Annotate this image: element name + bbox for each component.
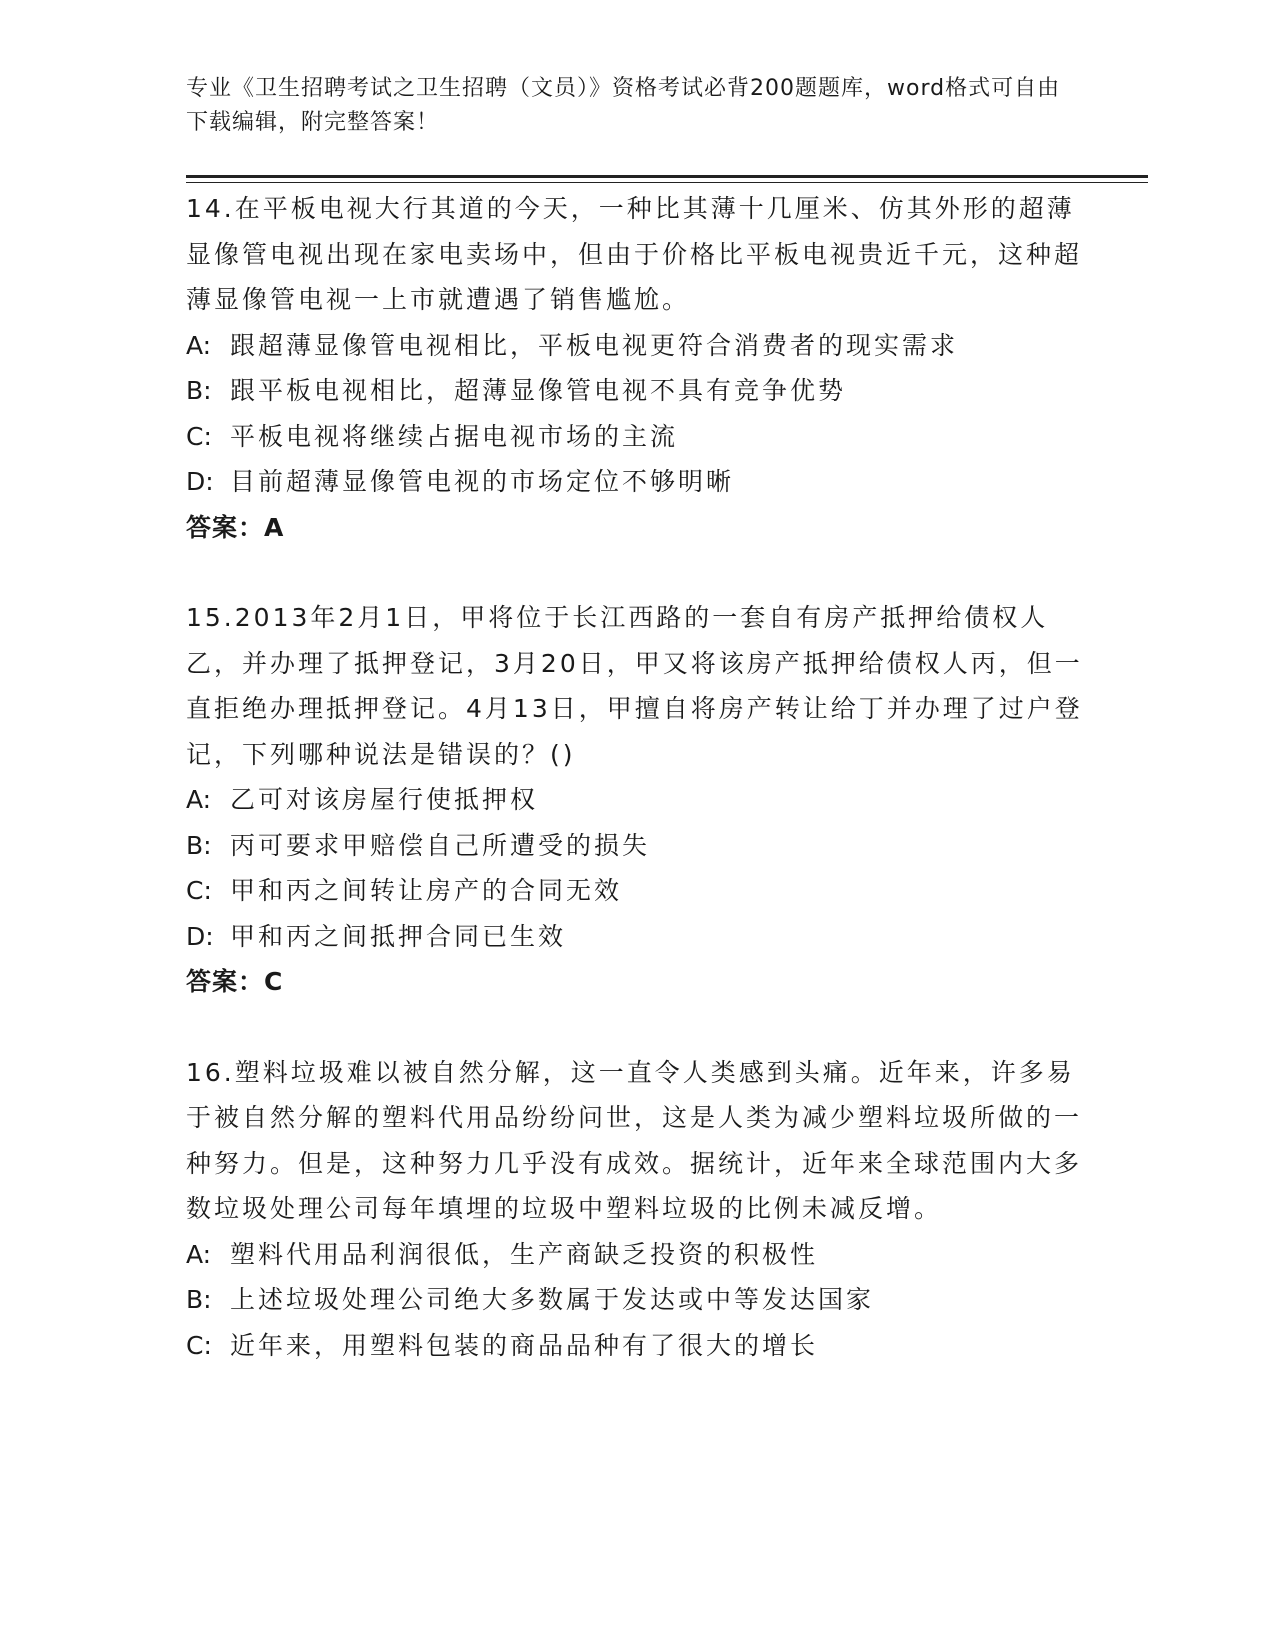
option-text: 甲和丙之间转让房产的合同无效: [230, 876, 623, 905]
question-item: [186, 186, 1086, 550]
option-text: 跟超薄显像管电视相比，平板电视更符合消费者的现实需求: [230, 330, 959, 360]
option-c: [186, 1323, 1086, 1369]
option-letter: D:: [186, 467, 214, 496]
question-item: [186, 1050, 1086, 1369]
option-d: [186, 914, 1086, 960]
option-letter: C:: [186, 421, 212, 451]
option-a: [186, 323, 1086, 369]
option-letter: B:: [186, 1285, 212, 1314]
option-c: [186, 414, 1086, 460]
option-d: [186, 459, 1086, 505]
header-divider-thin: [186, 182, 1148, 183]
option-b: [186, 823, 1086, 869]
question-spacer: [186, 550, 1086, 595]
answer-line: 答案：C: [186, 967, 284, 996]
option-letter: C:: [186, 876, 212, 905]
question-list: [186, 186, 1086, 1368]
option-text: 近年来，用塑料包装的商品品种有了很大的增长: [230, 1330, 819, 1360]
option-text: 目前超薄显像管电视的市场定位不够明晰: [230, 467, 735, 496]
option-a: [186, 1232, 1086, 1278]
question-stem: 15.2013年2月1日，甲将位于长江西路的一套自有房产抵押给债权人乙，并办理了抵押登记，3月20日，甲又将该房产抵押给债权人丙，但一直拒绝办理抵押登记。4月13日，甲擅自将房产转让给丁并办理了过户登记，下列哪种说法是错误的？(): [186, 603, 1083, 769]
document-header: 专业《卫生招聘考试之卫生招聘（文员）》资格考试必背200题题库，word格式可自由下载编辑，附完整答案！: [186, 76, 1061, 135]
question-stem: 14.在平板电视大行其道的今天，一种比其薄十几厘米、仿其外形的超薄显像管电视出现在家电卖场中，但由于价格比平板电视贵近千元，这种超薄显像管电视一上市就遭遇了销售尴尬。: [186, 194, 1083, 314]
question-spacer: [186, 1005, 1086, 1050]
option-c: [186, 868, 1086, 914]
answer-line: 答案：A: [186, 512, 285, 542]
option-text: 上述垃圾处理公司绝大多数属于发达或中等发达国家: [230, 1285, 875, 1314]
option-letter: B:: [186, 830, 212, 860]
option-b: [186, 368, 1086, 414]
option-letter: A:: [186, 330, 212, 360]
option-b: [186, 1277, 1086, 1323]
option-a: [186, 777, 1086, 823]
option-text: 甲和丙之间抵押合同已生效: [230, 921, 567, 951]
option-text: 塑料代用品利润很低，生产商缺乏投资的积极性: [230, 1239, 819, 1269]
option-text: 平板电视将继续占据电视市场的主流: [230, 421, 679, 451]
option-text: 乙可对该房屋行使抵押权: [230, 785, 539, 814]
option-text: 丙可要求甲赔偿自己所遭受的损失: [230, 830, 651, 860]
option-letter: A:: [186, 785, 212, 814]
question-stem: 16.塑料垃圾难以被自然分解，这一直令人类感到头痛。近年来，许多易于被自然分解的塑料代用品纷纷问世，这是人类为减少塑料垃圾所做的一种努力。但是，这种努力几乎没有成效。据统计，近年来全球范围内大多数垃圾处理公司每年填埋的垃圾中塑料垃圾的比例未减反增。: [186, 1057, 1083, 1223]
option-letter: D:: [186, 921, 214, 951]
option-letter: A:: [186, 1239, 212, 1269]
question-item: [186, 595, 1086, 1005]
header-divider-thick: [186, 175, 1148, 178]
option-letter: C:: [186, 1330, 212, 1360]
option-letter: B:: [186, 376, 212, 405]
option-text: 跟平板电视相比，超薄显像管电视不具有竞争优势: [230, 376, 847, 405]
